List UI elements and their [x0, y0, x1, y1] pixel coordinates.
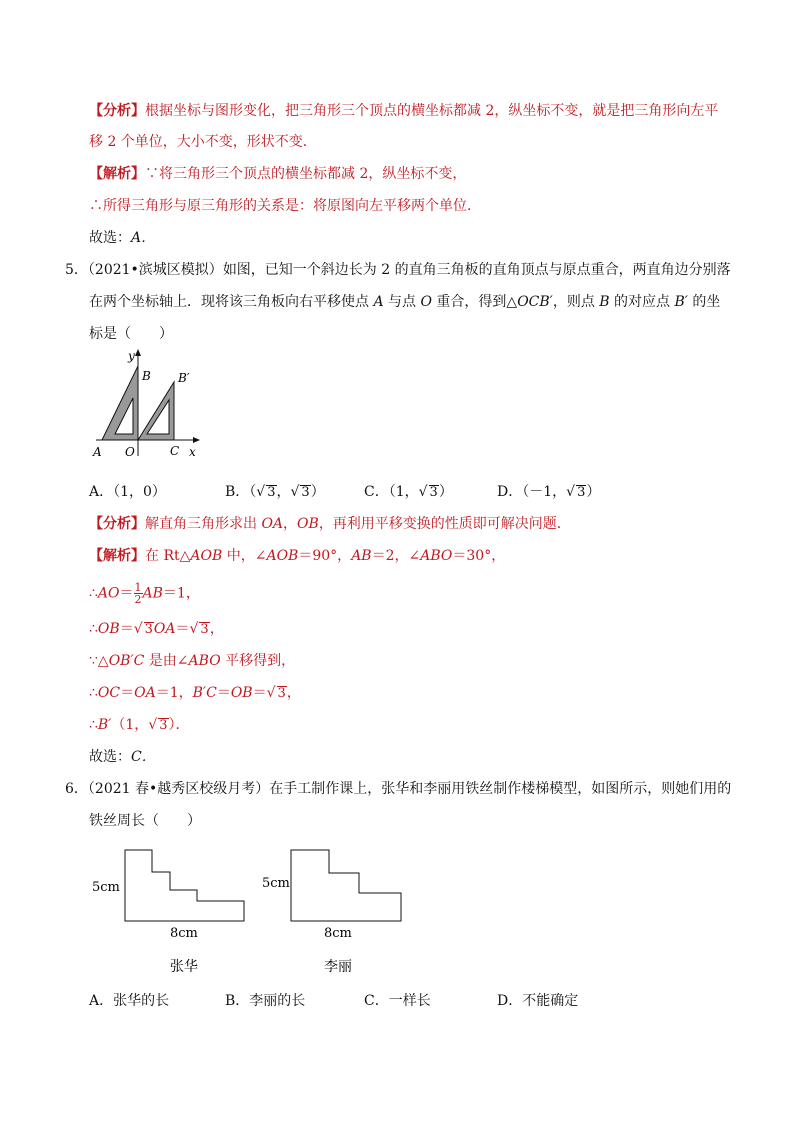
label-A: A — [93, 445, 102, 459]
q5-solution-line-1: 【解析】在 Rt△AOB 中，∠AOB＝90°，AB＝2，∠ABO＝30°， — [89, 548, 506, 564]
y-axis-arrow — [135, 349, 141, 356]
staircase-shape-2 — [291, 850, 401, 921]
label-O: O — [125, 445, 135, 459]
choice-a[interactable]: A．张华的长 — [89, 993, 170, 1009]
question-number: 5． — [65, 262, 88, 278]
analysis-tag: 【分析】 — [89, 103, 145, 119]
q5-text-line-2: 在两个坐标轴上．现将该三角板向右平移使点 A 与点 O 重合，得到△OCB′，则点 B 的对应点 B′ 的坐 — [89, 294, 721, 310]
choice-b[interactable]: B．李丽的长 — [225, 993, 306, 1009]
caption: 张华 — [170, 959, 198, 975]
q5-analysis: 【分析】解直角三角形求出 OA，OB，再利用平移变换的性质即可解决问题． — [89, 516, 571, 532]
q4-answer: 故选：A． — [89, 230, 156, 246]
q5-solution-line-6: ∴B′（1，√ 3）． — [89, 717, 190, 733]
choice-b[interactable]: B．（√ 3，√ 3） — [225, 484, 325, 500]
height-label: 5cm — [92, 880, 120, 895]
label-x: x — [189, 445, 196, 459]
q5-solution-line-3: ∴OB＝√ 3OA＝√ 3， — [89, 621, 224, 637]
q6-text-line-1: 6．（2021 春•越秀区校级月考）在手工制作课上，张华和李丽用铁丝制作楼梯模型，如图所示，则她们用的 — [65, 781, 732, 797]
height-label: 5cm — [262, 876, 290, 891]
question-source: （2021 春•越秀区校级月考） — [87, 781, 270, 797]
solution-tag: 【解析】 — [89, 166, 145, 182]
q4-solution-line-1: 【解析】∵将三角形三个顶点的横坐标都减 2，纵坐标不变， — [89, 166, 467, 182]
q4-analysis-line-1: 【分析】根据坐标与图形变化，把三角形三个顶点的横坐标都减 2，纵坐标不变，就是把三角形向左平 — [89, 103, 719, 119]
question-number: 6． — [65, 781, 88, 797]
q6-text-line-2: 铁丝周长（ ） — [89, 813, 201, 829]
choice-c[interactable]: C．一样长 — [364, 993, 431, 1009]
q6-figure-lili — [260, 845, 410, 975]
q5-solution-line-2: ∴AO＝ $\frac{1}{2}$ AB＝1， — [89, 581, 200, 606]
width-label: 8cm — [170, 926, 198, 941]
q5-text-line-3: 标是（ ） — [89, 326, 173, 342]
staircase-shape-1 — [125, 850, 244, 921]
q4-analysis-line-2: 移 2 个单位，大小不变，形状不变． — [89, 134, 317, 150]
q6-figure-zhanghua — [90, 845, 250, 975]
label-B: B — [142, 369, 151, 383]
q5-solution-line-4: ∵△OB′C 是由∠ABO 平移得到， — [89, 653, 296, 669]
choice-a[interactable]: A．（1，0） — [89, 484, 166, 500]
q5-answer: 故选：C． — [89, 749, 156, 765]
choice-d[interactable]: D．（－1，√ 3） — [497, 484, 601, 500]
q5-figure — [88, 346, 208, 462]
triangle-OCBprime-hole — [147, 400, 169, 434]
question-source: （2021•滨城区模拟） — [87, 262, 223, 278]
label-y: y — [128, 349, 135, 363]
caption: 李丽 — [324, 959, 352, 975]
width-label: 8cm — [324, 926, 352, 941]
q4-solution-line-2: ∴所得三角形与原三角形的关系是：将原图向左平移两个单位． — [89, 198, 481, 214]
choice-c[interactable]: C．（1，√ 3） — [364, 484, 453, 500]
x-axis-arrow — [193, 437, 200, 443]
choice-d[interactable]: D．不能确定 — [497, 993, 579, 1009]
label-Bprime: B′ — [178, 371, 190, 385]
label-C: C — [170, 444, 180, 458]
q5-solution-line-5: ∴OC＝OA＝1，B′C＝OB＝√ 3， — [89, 685, 301, 701]
q5-text-line-1: 5．（2021•滨城区模拟）如图，已知一个斜边长为 2 的直角三角板的直角顶点与原点重合，两直角边分别落 — [65, 262, 731, 278]
